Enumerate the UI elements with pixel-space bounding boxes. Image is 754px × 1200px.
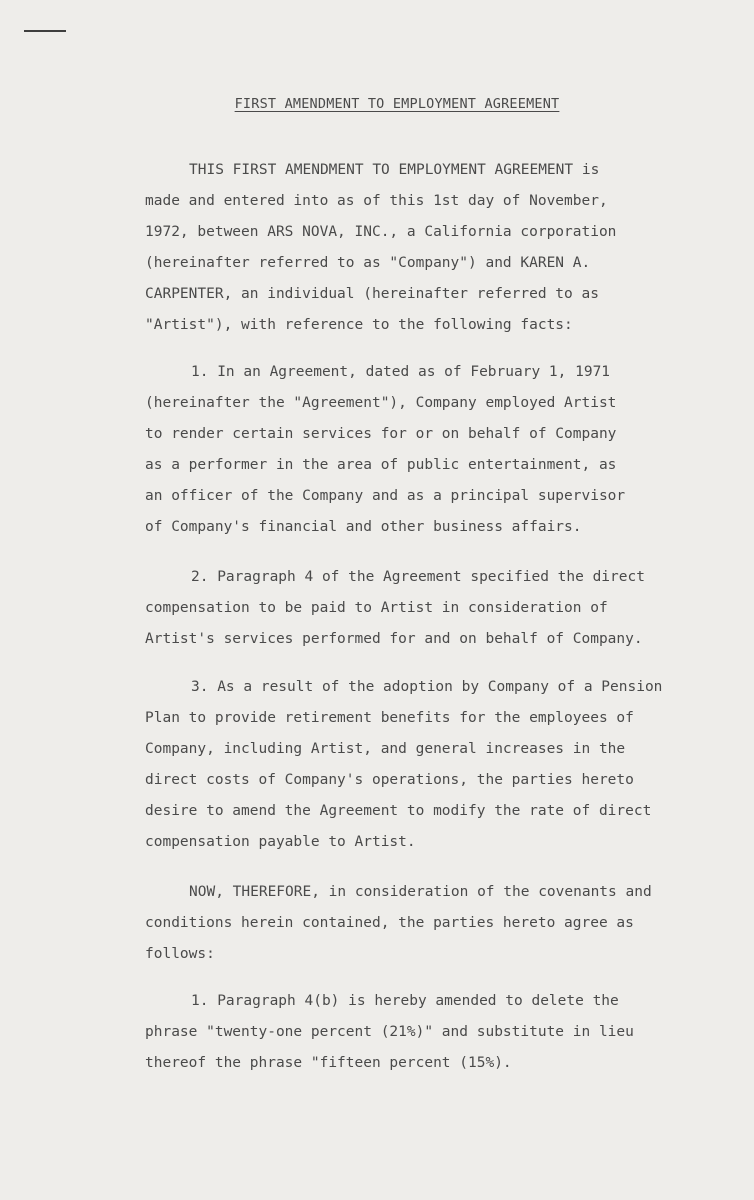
preamble-line: made and entered into as of this 1st day of November, — [145, 193, 608, 209]
recital-1-line: to render certain services for or on behalf of Company — [145, 426, 617, 442]
recital-3-line: desire to amend the Agreement to modify the rate of direct — [145, 803, 652, 819]
recital-3-line: direct costs of Company's operations, the parties hereto — [145, 772, 634, 788]
now-therefore-line: conditions herein contained, the parties hereto agree as — [145, 915, 634, 931]
amendment-1-paragraph — [145, 986, 705, 1079]
recital-3-line: Plan to provide retirement benefits for the employees of — [145, 710, 634, 726]
amendment-1-line: 1. Paragraph 4(b) is hereby amended to delete the — [191, 993, 619, 1009]
recital-1-line: of Company's financial and other business affairs. — [145, 519, 582, 535]
preamble-line: (hereinafter referred to as "Company") and KAREN A. — [145, 255, 591, 271]
recital-1-line: an officer of the Company and as a principal supervisor — [145, 488, 626, 504]
now-therefore-line: follows: — [145, 946, 215, 962]
recital-3-line: 3. As a result of the adoption by Company of a Pension — [191, 679, 663, 695]
recital-2-line: compensation to be paid to Artist in consideration of — [145, 600, 608, 616]
now-therefore-line: NOW, THEREFORE, in consideration of the covenants and — [189, 884, 652, 900]
preamble-paragraph — [145, 155, 705, 341]
preamble-line: THIS FIRST AMENDMENT TO EMPLOYMENT AGREEMENT is — [189, 162, 600, 178]
preamble-line: "Artist"), with reference to the following facts: — [145, 317, 573, 333]
recital-3-line: compensation payable to Artist. — [145, 834, 416, 850]
recital-1-paragraph — [145, 357, 705, 543]
recital-2-paragraph — [145, 562, 705, 655]
recital-3-line: Company, including Artist, and general increases in the — [145, 741, 626, 757]
margin-mark — [24, 30, 66, 32]
recital-2-line: Artist's services performed for and on behalf of Company. — [145, 631, 643, 647]
preamble-line: CARPENTER, an individual (hereinafter referred to as — [145, 286, 599, 302]
recital-1-line: (hereinafter the "Agreement"), Company employed Artist — [145, 395, 617, 411]
preamble-line: 1972, between ARS NOVA, INC., a California corporation — [145, 224, 617, 240]
recital-3-paragraph — [145, 672, 705, 858]
amendment-1-line: phrase "twenty-one percent (21%)" and substitute in lieu — [145, 1024, 634, 1040]
document-title: FIRST AMENDMENT TO EMPLOYMENT AGREEMENT — [234, 96, 560, 112]
recital-1-line: as a performer in the area of public entertainment, as — [145, 457, 617, 473]
recital-1-line: 1. In an Agreement, dated as of February 1, 1971 — [191, 364, 611, 380]
recital-2-line: 2. Paragraph 4 of the Agreement specified the direct — [191, 569, 645, 585]
amendment-1-line: thereof the phrase "fifteen percent (15%). — [145, 1055, 512, 1071]
now-therefore-paragraph — [145, 877, 705, 970]
